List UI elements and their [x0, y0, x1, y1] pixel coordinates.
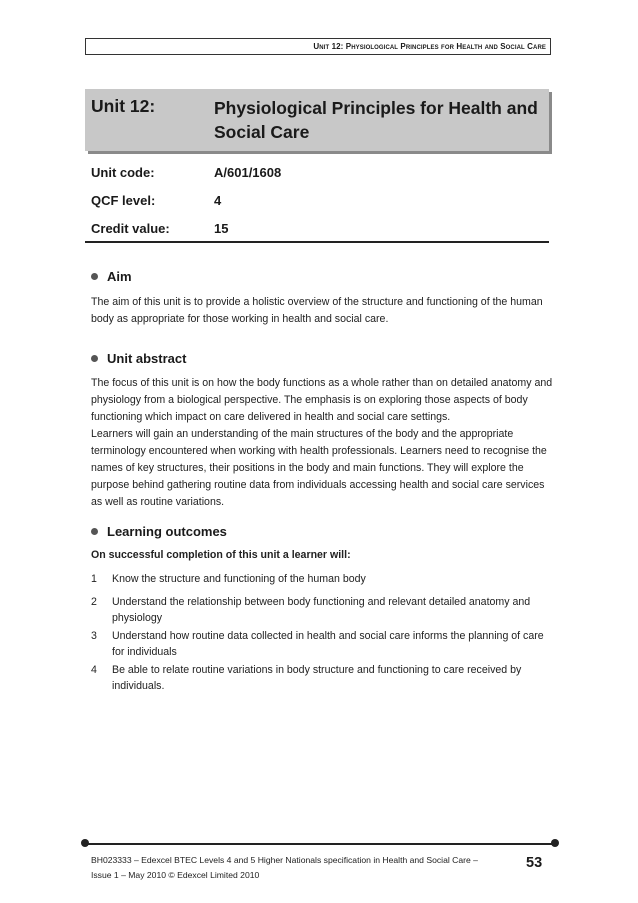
meta-value: 4	[214, 193, 222, 208]
aim-text: The aim of this unit is to provide a holistic overview of the structure and functioning of the human body as appropriate for those working in health and social care.	[91, 296, 543, 325]
bullet-icon	[91, 273, 98, 280]
meta-label: Unit code:	[91, 165, 155, 180]
unit-title-name: Physiological Principles for Health and Social Care	[214, 98, 538, 142]
outcome-item	[91, 594, 551, 626]
aim-heading	[91, 269, 132, 284]
meta-label: QCF level:	[91, 193, 156, 208]
outcome-number: 2	[91, 596, 97, 608]
footer-rule-dot-right	[551, 839, 559, 847]
outcome-text: Be able to relate routine variations in body structure and functioning to care received by individuals.	[112, 664, 522, 692]
abstract-paragraph-1: The focus of this unit is on how the body functions as a whole rather than on detailed anatomy and physiology from a biological perspective. The emphasis is on exploring those aspects of body functioning which impact on care delivered in health and social care settings.	[91, 377, 553, 423]
abstract-paragraph-2: Learners will gain an understanding of the main structures of the body and the appropriate terminology encountered when working with health professionals. Learners need to recognise the names of key structures, their positions in the body and main functions. They will explore the purpose behind gathering routine data from individuals accessing health and social care services as well as routine variations.	[91, 428, 547, 508]
outcomes-heading	[91, 524, 227, 539]
outcome-number: 3	[91, 630, 97, 642]
unit-title-box	[85, 89, 549, 151]
abstract-heading	[91, 351, 186, 366]
meta-row-qcf-level	[91, 193, 222, 208]
running-header: Unit 12: Physiological Principles for Health and Social Care	[85, 38, 551, 55]
meta-value: A/601/1608	[214, 165, 282, 180]
abstract-heading-text: Unit abstract	[107, 351, 187, 366]
meta-row-credit-value	[91, 221, 229, 236]
outcome-number: 4	[91, 664, 97, 676]
outcome-item	[91, 571, 551, 587]
footer-text	[91, 853, 491, 883]
footer-line-2: Issue 1 – May 2010 © Edexcel Limited 2010	[91, 870, 260, 880]
outcome-text: Understand the relationship between body functioning and relevant detailed anatomy and physiology	[112, 596, 531, 624]
outcome-text: Understand how routine data collected in health and social care informs the planning of care for individuals	[112, 630, 544, 658]
meta-row-unit-code	[91, 165, 282, 180]
outcome-item	[91, 662, 551, 694]
outcome-item	[91, 628, 551, 660]
aim-heading-text: Aim	[107, 269, 132, 284]
footer-line-1: BH023333 – Edexcel BTEC Levels 4 and 5 Higher Nationals specification in Health and Social Care –	[91, 855, 478, 865]
footer-rule	[85, 843, 556, 845]
meta-divider	[85, 241, 549, 243]
meta-value: 15	[214, 221, 229, 236]
page-number: 53	[526, 855, 543, 871]
bullet-icon	[91, 355, 98, 362]
meta-label: Credit value:	[91, 221, 170, 236]
outcomes-lead: On successful completion of this unit a learner will:	[91, 549, 351, 561]
outcome-number: 1	[91, 573, 97, 585]
unit-title-label: Unit 12:	[91, 96, 156, 116]
bullet-icon	[91, 528, 98, 535]
outcomes-heading-text: Learning outcomes	[107, 524, 227, 539]
outcome-text: Know the structure and functioning of the human body	[112, 573, 366, 585]
